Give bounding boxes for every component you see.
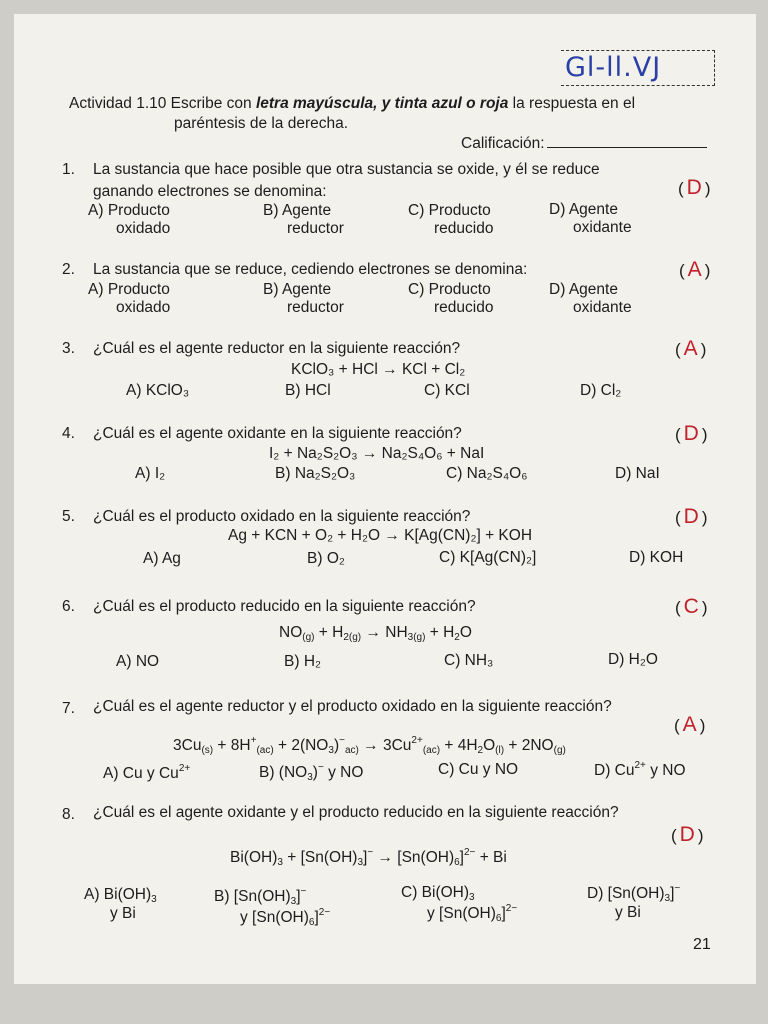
- q3-option-d: D) Cl₂: [580, 382, 622, 399]
- q1-option-b: B) Agente reductor: [263, 202, 344, 237]
- question-5-reaction: Ag + KCN + O₂ + H₂O → K[Ag(CN)₂] + KOH: [228, 527, 533, 544]
- question-3-text: ¿Cuál es el agente reductor en la siguiente reacción?: [93, 340, 461, 357]
- question-2-answer[interactable]: ( A ): [679, 258, 711, 281]
- question-6-number: 6.: [62, 598, 75, 615]
- question-4-text: ¿Cuál es el agente oxidante en la siguiente reacción?: [93, 425, 462, 442]
- question-1-text: La sustancia que hace posible que otra sustancia se oxide, y él se reduce: [93, 161, 600, 178]
- q8-option-b: B) $[Sn(OH)_3]^-$ y $[Sn(OH)_6]^{2-}$: [214, 886, 331, 928]
- question-1-answer[interactable]: ( D ): [678, 176, 711, 199]
- question-6-reaction: $NO_{(g)} + H_{2(g)} \to NH_{3(g)} + H_2O$: [279, 624, 472, 643]
- question-3-reaction: KClO₃ + HCl → KCl + Cl₂: [291, 361, 466, 378]
- q5-option-b: B) O₂: [307, 550, 345, 567]
- q7-option-b: B) $(NO_3)^-$ y NO: [259, 762, 364, 783]
- question-3-answer[interactable]: ( A ): [675, 337, 707, 360]
- q2-option-d: D) Agente oxidante: [549, 281, 632, 316]
- question-3-number: 3.: [62, 340, 75, 357]
- answer-letter: C: [683, 595, 699, 618]
- question-1-text-line2: ganando electrones se denomina:: [93, 183, 327, 200]
- q1-option-a: A) Producto oxidado: [88, 202, 171, 237]
- page-number: 21: [693, 936, 711, 953]
- q4-option-d: D) NaI: [615, 465, 660, 482]
- student-signature: Gl-ll.VJ: [561, 50, 715, 86]
- instructions-text-end: la respuesta en el: [508, 95, 636, 112]
- question-6-answer[interactable]: ( C ): [675, 595, 708, 618]
- q6-option-c: C) NH₃: [444, 652, 494, 669]
- answer-letter: A: [682, 713, 697, 736]
- q6-option-b: B) H₂: [284, 653, 322, 670]
- question-5-text: ¿Cuál es el producto oxidado en la siguiente reacción?: [93, 508, 471, 525]
- instructions-emphasis: letra mayúscula, y tinta azul o roja: [255, 95, 509, 112]
- question-7-reaction: $3Cu_{(s)} + 8H^+_{(ac)} + 2(NO_3)^-_{ac)} \to 3Cu^{2+}_{(ac)} + 4H_2O_{(l)} + 2NO_{(g)}$: [173, 735, 566, 756]
- instructions-text: Actividad 1.10 Escribe con: [69, 95, 256, 112]
- answer-letter: A: [687, 258, 702, 281]
- activity-instructions: [69, 95, 635, 113]
- q2-option-c: C) Producto reducido: [408, 281, 494, 316]
- answer-letter: A: [683, 337, 698, 360]
- q2-option-b: B) Agente reductor: [263, 281, 344, 316]
- q4-option-a: A) I₂: [135, 465, 166, 482]
- q2-option-a: A) Producto oxidado: [88, 281, 171, 316]
- q6-option-d: D) H₂O: [608, 651, 658, 668]
- instructions-line2: paréntesis de la derecha.: [174, 115, 349, 132]
- q3-option-c: C) KCl: [424, 382, 470, 399]
- question-7-answer[interactable]: ( A ): [674, 713, 706, 736]
- grade-label: Calificación:: [461, 135, 545, 152]
- question-4-reaction: I₂ + Na₂S₂O₃ → Na₂S₄O₆ + NaI: [269, 445, 485, 462]
- q5-option-a: A) Ag: [143, 550, 181, 567]
- q5-option-d: D) KOH: [629, 549, 684, 566]
- question-8-number: 8.: [62, 806, 75, 823]
- q7-option-c: C) Cu y NO: [438, 761, 519, 778]
- q4-option-c: C) Na₂S₄O₆: [446, 465, 528, 482]
- question-1-number: 1.: [62, 161, 75, 178]
- question-2-number: 2.: [62, 261, 75, 278]
- question-8-answer[interactable]: ( D ): [671, 823, 704, 846]
- q3-option-a: A) KClO₃: [126, 382, 190, 399]
- question-2-text: La sustancia que se reduce, cediendo electrones se denomina:: [93, 261, 528, 278]
- answer-letter: D: [686, 176, 702, 199]
- question-4-answer[interactable]: ( D ): [675, 422, 708, 445]
- answer-letter: D: [679, 823, 695, 846]
- q7-option-d: D) $Cu^{2+}$ y NO: [594, 760, 686, 779]
- q6-option-a: A) NO: [116, 653, 160, 670]
- q7-option-a: A) Cu y $Cu^{2+}$: [103, 763, 191, 782]
- q5-option-c: C) K[Ag(CN)₂]: [439, 549, 537, 566]
- question-8-text: ¿Cuál es el agente oxidante y el producto reducido en la siguiente reacción?: [93, 804, 619, 821]
- question-8-reaction: $Bi(OH)_3 + [Sn(OH)_3]^- \to [Sn(OH)_6]^{2-} + Bi$: [230, 847, 507, 868]
- question-7-number: 7.: [62, 700, 75, 717]
- q1-option-c: C) Producto reducido: [408, 202, 494, 237]
- q8-option-d: D) $[Sn(OH)_3]^-$ y Bi: [587, 883, 681, 921]
- q3-option-b: B) HCl: [285, 382, 331, 399]
- q8-option-a: A) $Bi(OH)_3$ y Bi: [84, 886, 157, 922]
- q8-option-c: C) $Bi(OH)_3$ y $[Sn(OH)_6]^{2-}$: [401, 884, 518, 924]
- question-6-text: ¿Cuál es el producto reducido en la siguiente reacción?: [93, 598, 476, 615]
- grade-field[interactable]: [461, 135, 707, 153]
- question-5-number: 5.: [62, 508, 75, 525]
- answer-letter: D: [683, 422, 699, 445]
- q4-option-b: B) Na₂S₂O₃: [275, 465, 356, 482]
- question-4-number: 4.: [62, 425, 75, 442]
- q1-option-d: D) Agente oxidante: [549, 201, 632, 236]
- question-5-answer[interactable]: ( D ): [675, 505, 708, 528]
- answer-letter: D: [683, 505, 699, 528]
- worksheet-page: [14, 14, 756, 984]
- grade-blank-line[interactable]: [547, 137, 707, 148]
- question-7-text: ¿Cuál es el agente reductor y el producto oxidado en la siguiente reacción?: [93, 698, 612, 715]
